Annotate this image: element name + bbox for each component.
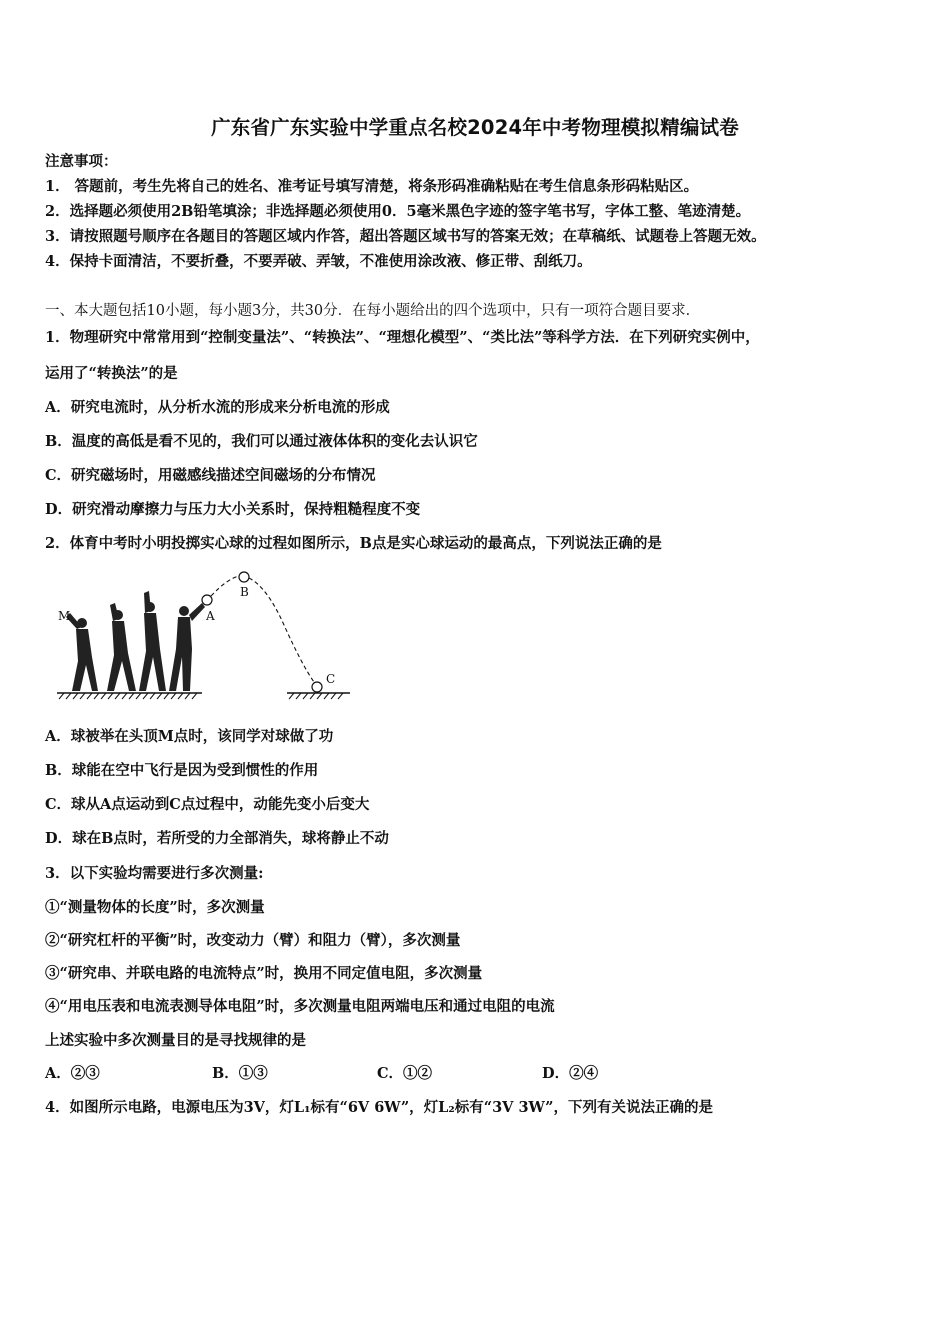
notice-item: 4．保持卡面清洁，不要折叠，不要弄破、弄皱，不准使用涂改液、修正带、刮纸刀。 bbox=[45, 253, 592, 270]
q3-question: 上述实验中多次测量目的是寻找规律的是 bbox=[45, 1032, 306, 1049]
q4-stem: 4．如图所示电路，电源电压为3V，灯L₁标有“6V 6W”，灯L₂标有“3V 3W”，下列有关说法正确的是 bbox=[45, 1099, 713, 1116]
ground-left bbox=[57, 693, 202, 699]
q3-choice-b: B．①③ bbox=[212, 1065, 268, 1082]
athlete-pose-3 bbox=[139, 591, 166, 691]
q2-stem: 2．体育中考时小明投掷实心球的过程如图所示，B点是实心球运动的最高点，下列说法正确的是 bbox=[45, 535, 662, 552]
q3-choice-a: A．②③ bbox=[45, 1065, 100, 1082]
ball-at-a bbox=[202, 595, 212, 605]
q3-item-3: ③“研究串、并联电路的电流特点”时，换用不同定值电阻，多次测量 bbox=[45, 965, 483, 982]
q1-option-d: D．研究滑动摩擦力与压力大小关系时，保持粗糙程度不变 bbox=[45, 501, 421, 518]
q2-option-a: A．球被举在头顶M点时，该同学对球做了功 bbox=[45, 728, 334, 745]
q3-item-2: ②“研究杠杆的平衡”时，改变动力（臂）和阻力（臂），多次测量 bbox=[45, 932, 461, 949]
q2-throw-figure bbox=[52, 565, 357, 705]
q2-option-d: D．球在B点时，若所受的力全部消失，球将静止不动 bbox=[45, 830, 389, 847]
ground-right bbox=[287, 693, 350, 699]
q3-choice-c: C．①② bbox=[377, 1065, 433, 1082]
ball-at-c bbox=[312, 682, 322, 692]
q2-option-b: B．球能在空中飞行是因为受到惯性的作用 bbox=[45, 762, 319, 779]
q3-item-4: ④“用电压表和电流表测导体电阻”时，多次测量电阻两端电压和通过电阻的电流 bbox=[45, 998, 555, 1015]
label-a: A bbox=[206, 609, 215, 623]
ball-at-b bbox=[239, 572, 249, 582]
notice-heading: 注意事项： bbox=[45, 153, 118, 170]
trajectory-path bbox=[211, 576, 314, 682]
q3-choice-d: D．②④ bbox=[542, 1065, 599, 1082]
notice-item: 2．选择题必须使用2B铅笔填涂；非选择题必须使用0．5毫米黑色字迹的签字笔书写，字体工整、笔迹清楚。 bbox=[45, 203, 751, 220]
q1-stem-line1: 1．物理研究中常常用到“控制变量法”、“转换法”、“理想化模型”、“类比法”等科学方法．在下列研究实例中， bbox=[45, 329, 760, 346]
q3-stem: 3．以下实验均需要进行多次测量: bbox=[45, 865, 264, 882]
q1-stem-line2: 运用了“转换法”的是 bbox=[45, 365, 178, 382]
label-m: M bbox=[58, 609, 71, 623]
q2-option-c: C．球从A点运动到C点过程中，动能先变小后变大 bbox=[45, 796, 370, 813]
q1-option-a: A．研究电流时，从分析水流的形成来分析电流的形成 bbox=[45, 399, 390, 416]
notice-item: 3．请按照题号顺序在各题目的答题区域内作答，超出答题区域书写的答案无效；在草稿纸、试题卷上答题无效。 bbox=[45, 228, 766, 245]
label-c: C bbox=[326, 672, 336, 686]
section-heading: 一、本大题包括10小题，每小题3分，共30分．在每小题给出的四个选项中，只有一项符合题目要求． bbox=[45, 303, 701, 319]
q1-option-c: C．研究磁场时，用磁感线描述空间磁场的分布情况 bbox=[45, 467, 376, 484]
notice-item: 1． 答题前，考生先将自己的姓名、准考证号填写清楚，将条形码准确粘贴在考生信息条形码粘贴区。 bbox=[45, 178, 699, 195]
athlete-figures bbox=[66, 591, 205, 691]
athlete-pose-4 bbox=[169, 603, 205, 691]
q3-item-1: ①“测量物体的长度”时，多次测量 bbox=[45, 899, 265, 916]
page-title: 广东省广东实验中学重点名校2024年中考物理模拟精编试卷 bbox=[211, 116, 739, 139]
throw-diagram bbox=[52, 565, 357, 705]
q1-option-b: B．温度的高低是看不见的，我们可以通过液体体积的变化去认识它 bbox=[45, 433, 478, 450]
athlete-pose-1 bbox=[66, 613, 98, 691]
label-b: B bbox=[240, 585, 249, 599]
athlete-pose-2 bbox=[107, 603, 136, 691]
